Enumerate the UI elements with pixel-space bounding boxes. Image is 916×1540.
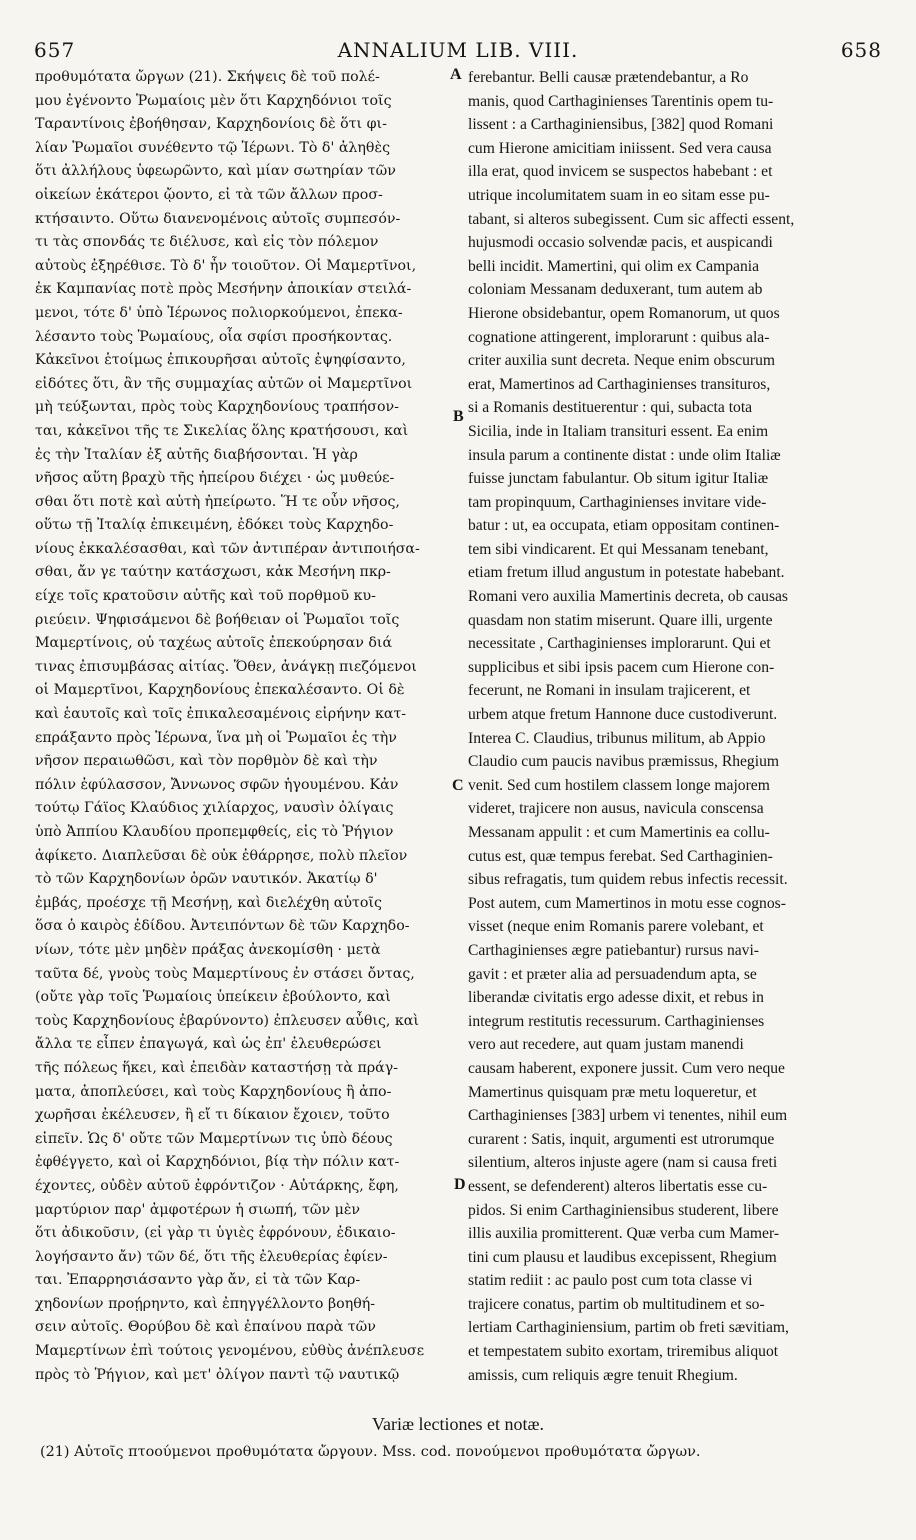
greek-line: ματα, ἀποπλεύσει, καὶ τοὺς Καρχηδονίους ἢ ἀπο-	[35, 1083, 392, 1100]
latin-line: Post autem, cum Mamertinos in motu esse cognos-	[468, 894, 786, 912]
latin-line: Interea C. Claudius, tribunus militum, ab Appio	[468, 729, 766, 747]
greek-line: μαρτύριον παρ' ἀμφοτέρων ἡ σιωπή, τῶν μὲν	[35, 1201, 361, 1218]
margin-letter-b: B	[453, 408, 464, 425]
latin-line: illa erat, quod invicem se suspectos habebant : et	[468, 163, 773, 181]
latin-line: fecerunt, ne Romani in insulam trajicerent, et	[468, 682, 751, 700]
greek-line: τῆς πόλεως ἥκει, καὶ ἐπειδὰν καταστήσῃ τὰ πράγ-	[35, 1059, 399, 1076]
greek-line: ὑπὸ Ἀππίου Κλαυδίου προπεμφθείς, εἰς τὸ Ῥήγιον	[35, 824, 394, 840]
latin-line: lertiam Carthaginiensium, partim ob freti sævitiam,	[468, 1319, 789, 1337]
greek-line: ὅτι ἀλλήλους ὑφεωρῶντο, καὶ μίαν σωτηρίαν τῶν	[35, 163, 396, 180]
latin-line: amissis, cum reliquis ægre tenuit Rhegium.	[468, 1366, 738, 1384]
greek-line: Μαμερτίνων ἐπὶ τούτοις γενομένου, εὐθὺς ἀνέπλευσε	[35, 1343, 425, 1360]
latin-line: si a Romanis destituerentur : qui, subacta tota	[468, 399, 753, 417]
margin-letter-a: A	[450, 66, 462, 83]
latin-line: urbem atque fretum Hannone duce custodiverunt.	[468, 706, 778, 724]
greek-line: ἐμβάς, προέσχε τῇ Μεσήνῃ, καὶ διελέχθη αὐτοῖς	[35, 894, 382, 911]
latin-line: illis auxilia promitterent. Quæ verba cum Mamer-	[468, 1225, 780, 1243]
latin-line: quasdam non statim miserunt. Quare illi, urgente	[468, 611, 773, 629]
latin-line: curarent : Satis, inquit, argumenti est utrorumque	[468, 1130, 775, 1148]
latin-line: insula parum a continente distat : unde olim Italiæ	[468, 446, 781, 464]
page-header	[34, 38, 882, 64]
latin-line: utrique incolumitatem suam in eo sitam esse pu-	[468, 186, 770, 204]
latin-line: gavit : et præter alia ad persuadendum apta, se	[468, 965, 757, 983]
latin-line: criter auxilia sunt decreta. Neque enim obscurum	[468, 352, 775, 370]
latin-line: Hierone obsidebantur, opem Romanorum, ut quos	[468, 304, 780, 322]
greek-line: τὸ τῶν Καρχηδονίων ὁρῶν ναυτικόν. Ἀκατίῳ δ'	[35, 871, 378, 888]
greek-line: λέσαντο τοὺς Ῥωμαίους, οἷα σφίσι προσήκοντας.	[35, 328, 393, 345]
greek-line: Κἀκεῖνοι ἑτοίμως ἐπικουρῆσαι αὐτοῖς ἐψηφίσαντο,	[35, 352, 406, 369]
latin-line: venit. Sed cum hostilem classem longe majorem	[468, 776, 770, 794]
latin-line: visset (neque enim Romanis parere volebant, et	[468, 918, 764, 936]
greek-line: λίαν Ῥωμαῖοι συνέθεντο τῷ Ἱέρωνι. Τὸ δ' ἀληθὲς	[35, 139, 391, 156]
greek-line: χωρῆσαι ἐκέλευσεν, ἢ εἴ τι δίκαιον ἔχοιεν, τοῦτο	[35, 1107, 390, 1124]
latin-line: fuisse junctam fabulantur. Ob situm igitur Italiæ	[468, 470, 769, 488]
greek-line: οἱ Μαμερτῖνοι, Καρχηδονίους ἐπεκαλέσαντο. Οἱ δὲ	[35, 682, 405, 699]
latin-line: essent, se defenderent) alteros libertatis esse cu-	[468, 1177, 768, 1195]
latin-line: erat, Mamertinos ad Carthaginienses transituros,	[468, 375, 771, 393]
greek-line: νίων, τότε μὲν μηδὲν πράξας ἀνεκομίσθη · μετὰ	[35, 941, 381, 958]
latin-line: cognatione attingerent, implorarunt : quibus ala-	[468, 328, 770, 346]
running-title: ANNALIUM LIB. VIII.	[337, 38, 579, 62]
latin-line: tini cum plausu et laudibus excepissent, Rhegium	[468, 1248, 777, 1266]
latin-line: ferebantur. Belli causæ prætendebantur, a Ro	[468, 69, 749, 86]
latin-line: pidos. Si enim Carthaginiensibus studerent, libere	[468, 1201, 779, 1219]
greek-line: ται. Ἐπαρρησιάσαντο γὰρ ἄν, εἰ τὰ τῶν Καρ-	[35, 1272, 361, 1289]
greek-line: ὅσα ὁ καιρὸς ἐδίδου. Ἀντειπόντων δὲ τῶν Καρχηδο-	[35, 918, 410, 935]
latin-column	[468, 66, 880, 1388]
greek-line: Ταραντίνοις ἐβοήθησαν, Καρχηδονίοις δὲ ὅτι φι-	[35, 116, 387, 133]
greek-line: αὐτοὺς ἐξηρέθισε. Τὸ δ' ἦν τοιοῦτον. Οἱ Μαμερτῖνοι,	[35, 257, 417, 274]
latin-line: liberandæ civitatis ergo adesse dixit, et rebus in	[468, 989, 764, 1007]
latin-line: causam haberent, exponere jussit. Cum vero neque	[468, 1059, 785, 1077]
latin-line: Carthaginienses [383] urbem vi tenentes, nihil eum	[468, 1107, 788, 1125]
greek-line: οἰκείων ἑκάτεροι ᾤοντο, εἰ τὰ τῶν ἄλλων προσ-	[35, 186, 383, 203]
latin-line: silentium, alteros injuste agere (nam si causa freti	[468, 1154, 778, 1172]
greek-line: είχε τοῖς κρατοῦσιν αὐτῆς καὶ τοῦ πορθμοῦ κυ-	[35, 588, 376, 605]
latin-line: Sicilia, inde in Italiam transituri essent. Ea enim	[468, 422, 769, 440]
greek-line: σθαι ὅτι ποτὲ καὶ αὐτὴ ἠπείρωτο. Ἥ τε οὖν νῆσος,	[35, 493, 400, 510]
greek-line: πρὸς τὸ Ῥήγιον, καὶ μετ' ὀλίγον παντὶ τῷ ναυτικῷ	[35, 1366, 400, 1383]
greek-line: ἐκ Καμπανίας ποτὲ πρὸς Μεσήνην ἀποικίαν στειλά-	[35, 281, 412, 298]
greek-line: Μαμερτίνοις, οὐ ταχέως αὐτοῖς ἐπεκούρησαν διά	[35, 635, 393, 652]
latin-line: belli incidit. Mamertini, qui olim ex Campania	[468, 257, 760, 275]
greek-line: χηδονίων προῄρηντο, καὶ ἐπηγγέλλοντο βοηθή-	[35, 1295, 376, 1312]
latin-line: Romani vero auxilia Mamertinis decreta, ob causas	[468, 588, 788, 606]
greek-line: ἄλλα τε εἶπεν ἐπαγωγά, καὶ ὡς ἐπ' ἐλευθερώσει	[35, 1036, 382, 1053]
greek-line: τι τὰς σπονδάς τε διέλυσε, καὶ εἰς τὸν πόλεμον	[35, 234, 379, 251]
latin-line: hujusmodi occasio solvendæ pacis, et auspicandi	[468, 234, 773, 252]
latin-line: necessitate , Carthaginienses implorarunt. Qui et	[468, 635, 771, 653]
greek-line: τούτῳ Γάϊος Κλαύδιος χιλίαρχος, ναυσὶν ὀλίγαις	[35, 800, 394, 817]
latin-line: statim rediit : ac paulo post cum tota classe vi	[468, 1272, 753, 1290]
latin-line: et tempestatem subito exortam, triremibus aliquot	[468, 1343, 779, 1361]
latin-line: etiam fretum illud angustum in potestate habebant.	[468, 564, 785, 582]
latin-line: Mamertinus quisquam præ metu loqueretur, et	[468, 1083, 757, 1101]
greek-line: πόλιν ἐφύλασσον, Ἄννωνος σφῶν ἡγουμένου. Κἀν	[35, 776, 399, 793]
greek-line: ἐς τὴν Ἰταλίαν ἐξ αὐτῆς διαβήσονται. Ἡ γὰρ	[35, 446, 358, 463]
greek-line: ὅτι ἀδικοῦσιν, (εἰ γὰρ τι ὑγιὲς ἐφρόνουν, ἐδικαιο-	[35, 1225, 396, 1242]
latin-line: coloniam Messanam deduxerant, tum autem ab	[468, 281, 763, 299]
latin-line: supplicibus et sibi ipsis pacem cum Hierone con-	[468, 658, 775, 676]
greek-line: ται, κἀκεῖνοι τῆς τε Σικελίας ὅλης κρατήσουσι, καὶ	[35, 422, 409, 439]
greek-line: μὴ τεύξωνται, πρὸς τοὺς Καρχηδονίους τραπήσον-	[35, 399, 399, 416]
greek-line: μενοι, τότε δ' ὑπὸ Ἱέρωνος πολιορκούμενοι, ἐπεκα-	[35, 304, 403, 321]
greek-line: μου ἐγένοντο Ῥωμαίοις μὲν ὅτι Καρχηδόνιοι τοῖς	[35, 92, 392, 109]
greek-line: έχοντες, οὐδὲν αὐτοῦ ἐφρόντιζον · Αὐτάρκης, ἔφη,	[35, 1177, 399, 1194]
notes-title: Variæ lectiones et notæ.	[372, 1414, 544, 1434]
latin-line: tem sibi vindicarent. Et qui Messanam tenebant,	[468, 540, 769, 558]
margin-letter-d: D	[454, 1176, 466, 1193]
greek-line: λογήσαντο ἄν) τῶν δέ, ὅτι τῆς ἐλευθερίας ἐφίεν-	[35, 1248, 388, 1265]
latin-line: batur : ut, ea occupata, etiam oppositam continen-	[468, 517, 780, 535]
greek-line: νῆσον περαιωθῶσι, καὶ τὸν πορθμὸν δὲ καὶ τὴν	[35, 753, 378, 770]
latin-line: cum Hierone amicitiam iniissent. Sed vera causa	[468, 139, 772, 157]
greek-line: ριεύειν. Ψηφισάμενοι δὲ βοήθειαν οἱ Ῥωμαῖοι τοῖς	[35, 611, 400, 628]
greek-line: νίους ἐκκαλέσασθαι, καὶ τῶν ἀντιπέραν ἀντιποιήσα-	[35, 540, 420, 557]
latin-line: Claudio cum paucis navibus præmissus, Rhegium	[468, 753, 779, 771]
greek-line: εἰδότες ὅτι, ἂν τῆς συμμαχίας αὐτῶν οἱ Μαμερτῖνοι	[35, 375, 413, 392]
latin-line: Messanam appulit : et cum Mamertinis ea collu-	[468, 824, 770, 841]
latin-line: tabant, si alteros subegissent. Cum sic affecti essent,	[468, 210, 795, 228]
latin-line: tam propinquum, Carthaginienses invitare vide-	[468, 493, 767, 511]
latin-line: integrum restitutis recessurum. Carthaginienses	[468, 1012, 765, 1030]
latin-line: Carthaginienses ægre patiebantur) rursus navi-	[468, 941, 759, 959]
greek-line: ἀφίκετο. Διαπλεῦσαι δὲ οὐκ ἐθάρρησε, πολὺ πλεῖον	[35, 847, 408, 864]
greek-line: τινας ἐπισυμβάσας αἰτίας. Ὅθεν, ἀνάγκῃ πιεζόμενοι	[35, 658, 417, 675]
greek-line: ταῦτα δέ, γνοὺς τοὺς Μαμερτίνους ἐν στάσει ὄντας,	[35, 965, 415, 982]
greek-line: (οὔτε γὰρ τοῖς Ῥωμαίοις ὑπείκειν ἐβούλοντο, καὶ	[35, 989, 391, 1006]
greek-line: οὕτω τῇ Ἰταλίᾳ ἐπικειμένη, ἐδόκει τοὺς Καρχηδο-	[35, 517, 394, 534]
greek-line: σθαι, ἄν γε ταύτην κατάσχωσι, κἀκ Μεσήνη πκρ-	[35, 564, 391, 581]
greek-line: καὶ ἑαυτοῖς καὶ τοῖς ἐπικαλεσαμένοις εἰρήνην κατ-	[35, 706, 407, 723]
latin-line: trajicere conatus, partim ob multitudinem et so-	[468, 1295, 765, 1313]
footnote-21: (21) Αὐτοῖς πτοούμενοι προθυμότατα ὤργουν. Mss. cod. πονούμενοι προθυμότατα ὤργων.	[40, 1444, 701, 1460]
greek-line: επράξαντο πρὸς Ἱέρωνα, ἵνα μὴ οἱ Ῥωμαῖοι ἐς τὴν	[35, 729, 397, 746]
greek-line: εἰπεῖν. Ὡς δ' οὔτε τῶν Μαμερτίνων τις ὑπὸ δέους	[35, 1130, 393, 1147]
margin-letter-c: C	[452, 777, 464, 794]
greek-line: σειν αὐτοῖς. Θορύβου δὲ καὶ ἐπαίνου παρὰ τῶν	[35, 1319, 376, 1336]
latin-line: cutus est, quæ tempus ferebat. Sed Carthaginien-	[468, 847, 773, 865]
greek-line: προθυμότατα ὤργων (21). Σκήψεις δὲ τοῦ πολέ-	[35, 69, 380, 85]
page-number-right: 658	[840, 38, 882, 62]
latin-line: videret, trajicere non ausus, navicula conscensa	[468, 800, 764, 818]
greek-line: νῆσος αὕτη βραχὺ τῆς ἠπείρου διέχει · ὡς μυθεύε-	[35, 470, 395, 487]
greek-line: τοὺς Καρχηδονίους ἐβαρύνοντο) ἐπλευσεν αὖθις, καὶ	[35, 1012, 419, 1029]
greek-line: ἐφθέγγετο, καὶ οἱ Καρχηδόνιοι, βίᾳ τὴν πόλιν κατ-	[35, 1154, 400, 1171]
latin-line: lissent : a Carthaginiensibus, [382] quod Romani	[468, 116, 774, 134]
latin-line: sibus refragatis, tum quidem rebus infectis recessit.	[468, 871, 788, 889]
latin-line: vero aut recedere, aut quam justam manendi	[468, 1036, 744, 1054]
latin-line: manis, quod Carthaginienses Tarentinis opem tu-	[468, 92, 774, 110]
greek-column	[35, 66, 448, 1388]
greek-line: κτήσαιντο. Οὕτω διανενομένοις αὐτοῖς συμπεσόν-	[35, 210, 401, 227]
page-number-left: 657	[34, 38, 76, 62]
